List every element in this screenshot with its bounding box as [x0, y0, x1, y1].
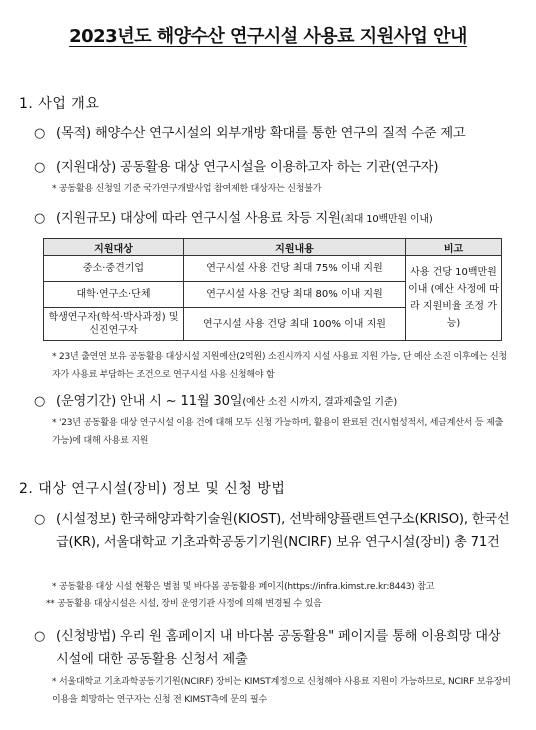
table-header: 지원내용: [184, 239, 406, 256]
page-title: 2023년도 해양수산 연구시설 사용료 지원사업 안내: [69, 26, 467, 47]
bullet-icon: ○: [34, 211, 46, 226]
target-item: ○ (지원대상) 공동활용 대상 연구시설을 이용하고자 하는 기관(연구자): [34, 156, 514, 179]
table-row: 중소·중견기업 연구시설 사용 건당 최대 75% 이내 지원 사용 건당 10백만원 이내 (예산 사정에 따라 지원비율 조정 가능): [44, 256, 502, 282]
table-header: 비고: [406, 239, 502, 256]
info-item: ○ (시설정보) 한국해양과학기술원(KIOST), 선박해양플랜트연구소(KRISO), 한국선급(KR), 서울대학교 기초과학공동기기원(NCIRF) 보유 연구시설(장비) 총 71건: [34, 508, 514, 554]
section2-heading: 2. 대상 연구시설(장비) 정보 및 신청 방법: [19, 481, 286, 497]
target-note: * 공동활용 신청일 기준 국가연구개발사업 참여제한 대상자는 신청불가: [52, 184, 322, 194]
remark-cell: 사용 건당 10백만원 이내 (예산 사정에 따라 지원비율 조정 가능): [406, 256, 502, 341]
table-header: 지원대상: [44, 239, 184, 256]
info-note-2: ** 공동활용 대상시설은 시설, 장비 운영기관 사정에 의해 변경될 수 있음: [46, 599, 322, 609]
info-note-1: * 공동활용 대상 시설 현황은 별첨 및 바다봄 공동활용 페이지(https://infra.kimst.re.kr:8443) 참고: [52, 582, 435, 592]
table-row: 학생연구자(학석·박사과정) 및 신진연구자 연구시설 사용 건당 최대 100% 이내 지원: [44, 308, 502, 341]
period-note: * '23년 공동활용 대상 연구시설 이용 건에 대해 모두 신청 가능하며, 활용이 완료된 건(시험성적서, 세금계산서 등 제출 가능)에 대해 사용료 지원: [52, 418, 504, 446]
support-table: [43, 238, 502, 341]
bullet-icon: ○: [34, 629, 46, 644]
bullet-icon: ○: [34, 394, 46, 409]
scale-note: * 23년 출연연 보유 공동활용 대상시설 지원예산(2억원) 소진시까지 시설 사용료 지원 가능, 단 예산 소진 이후에는 신청자가 사용료 부담하는 조건으로 연구시설 사용 신청해야 함: [52, 352, 507, 380]
period-item: ○ (운영기간) 안내 시 ~ 11월 30일(예산 소진 시까지, 결과제출일 기준): [34, 390, 514, 414]
apply-item: ○ (신청방법) 우리 원 홈페이지 내 바다봄 공동활용" 페이지를 통해 이용희망 대상 시설에 대한 공동활용 신청서 제출: [34, 625, 514, 671]
apply-note: * 서울대학교 기초과학공동기기원(NCIRF) 장비는 KIMST계정으로 신청해야 사용료 지원이 가능하므로, NCIRF 보유장비 이용을 희망하는 연구자는 신청 전 KIMST측에 문의 필수: [52, 677, 511, 705]
purpose-item: ○ (목적) 해양수산 연구시설의 외부개방 확대를 통한 연구의 질적 수준 제고: [34, 122, 514, 145]
scale-item: ○ (지원규모) 대상에 따라 연구시설 사용료 차등 지원(최대 10백만원 이내): [34, 207, 514, 231]
table-row: 대학·연구소·단체 연구시설 사용 건당 최대 80% 이내 지원: [44, 282, 502, 308]
bullet-icon: ○: [34, 512, 46, 527]
bullet-icon: ○: [34, 160, 46, 175]
bullet-icon: ○: [34, 126, 46, 141]
section1-heading: 1. 사업 개요: [19, 96, 100, 112]
